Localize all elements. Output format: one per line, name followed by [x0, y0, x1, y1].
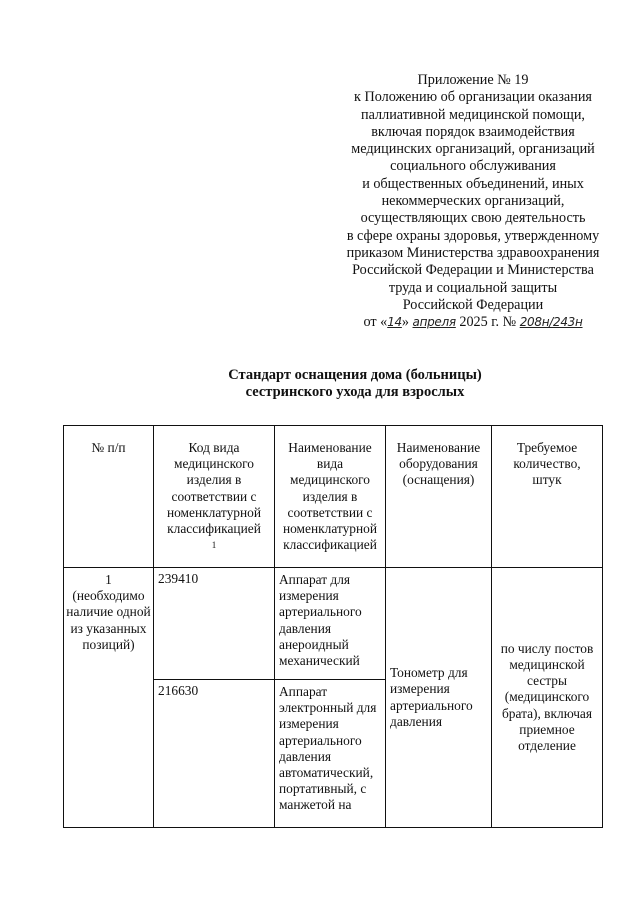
- title-line-2: сестринского ухода для взрослых: [245, 384, 465, 400]
- date-prefix: от «: [363, 314, 388, 331]
- code-cell: 216630: [154, 680, 275, 828]
- title-line-1: Стандарт оснащения дома (больницы): [228, 367, 482, 383]
- annex-line: и общественных объединений, иных: [362, 175, 584, 192]
- annex-line: Российской Федерации и Министерства: [352, 262, 594, 279]
- equipment-cell: Тонометр для измерения артериального давления: [386, 568, 492, 828]
- annex-line: приказом Министерства здравоохранения: [346, 244, 600, 261]
- header-quantity-label: Требуемое количество, штук: [513, 440, 581, 488]
- table-row: [64, 568, 603, 680]
- header-cell-name: [275, 426, 386, 568]
- equipment-standard-table: [63, 425, 603, 828]
- header-cell-code: [154, 426, 275, 568]
- device-name-cell: Аппарат электронный для измерения артериального давления автоматический, портативный, с манжетой на: [275, 680, 386, 828]
- date-mid: »: [401, 314, 413, 331]
- header-code-text: Код вида медицинского изделия в соответствии с номенклатурной классификацией: [166, 440, 262, 537]
- quantity-cell: по числу постов медицинской сестры (медицинского брата), включая приемное отделение: [492, 568, 603, 828]
- annex-line: социального обслуживания: [390, 158, 556, 175]
- table-header-row: [64, 426, 603, 568]
- annex-header: [318, 72, 628, 331]
- annex-line: к Положению об организации оказания: [354, 89, 592, 106]
- header-cell-quantity: [492, 426, 603, 568]
- row-number-cell: [64, 568, 154, 828]
- annex-line: осуществляющих свою деятельность: [360, 210, 586, 227]
- header-cell-equipment: [386, 426, 492, 568]
- header-cell-number: [64, 426, 154, 568]
- document-title: [160, 367, 550, 401]
- footnote-marker: 1: [211, 540, 217, 551]
- header-name-label: Наименование вида медицинского изделия в соответствии с номенклатурной классификацией: [282, 440, 378, 553]
- order-date-line: [318, 314, 628, 331]
- row-number-note: (необходимо наличие одной из указанных позиций): [66, 588, 151, 652]
- handwritten-day: 14: [387, 315, 402, 330]
- annex-line: включая порядок взаимодействия: [371, 123, 575, 140]
- annex-line: паллиативной медицинской помощи,: [361, 106, 585, 123]
- row-number: 1: [105, 572, 112, 587]
- annex-line: медицинских организаций, организаций: [351, 141, 595, 158]
- annex-line: Российской Федерации: [402, 296, 544, 313]
- annex-line: некоммерческих организаций,: [381, 193, 565, 210]
- date-year: 2025 г. №: [455, 314, 520, 331]
- annex-line: Приложение № 19: [417, 72, 529, 88]
- annex-line: в сфере охраны здоровья, утвержденному: [346, 227, 600, 244]
- handwritten-month: апреля: [412, 315, 456, 330]
- handwritten-order-number: 208н/243н: [519, 315, 583, 330]
- header-equipment-label: Наименование оборудования (оснащения): [396, 440, 481, 488]
- device-name-cell: Аппарат для измерения артериального давления анероидный механический: [275, 568, 386, 680]
- code-cell: 239410: [154, 568, 275, 680]
- annex-line: труда и социальной защиты: [388, 279, 558, 296]
- header-number-label: № п/п: [91, 440, 126, 455]
- header-code-label: [154, 440, 274, 558]
